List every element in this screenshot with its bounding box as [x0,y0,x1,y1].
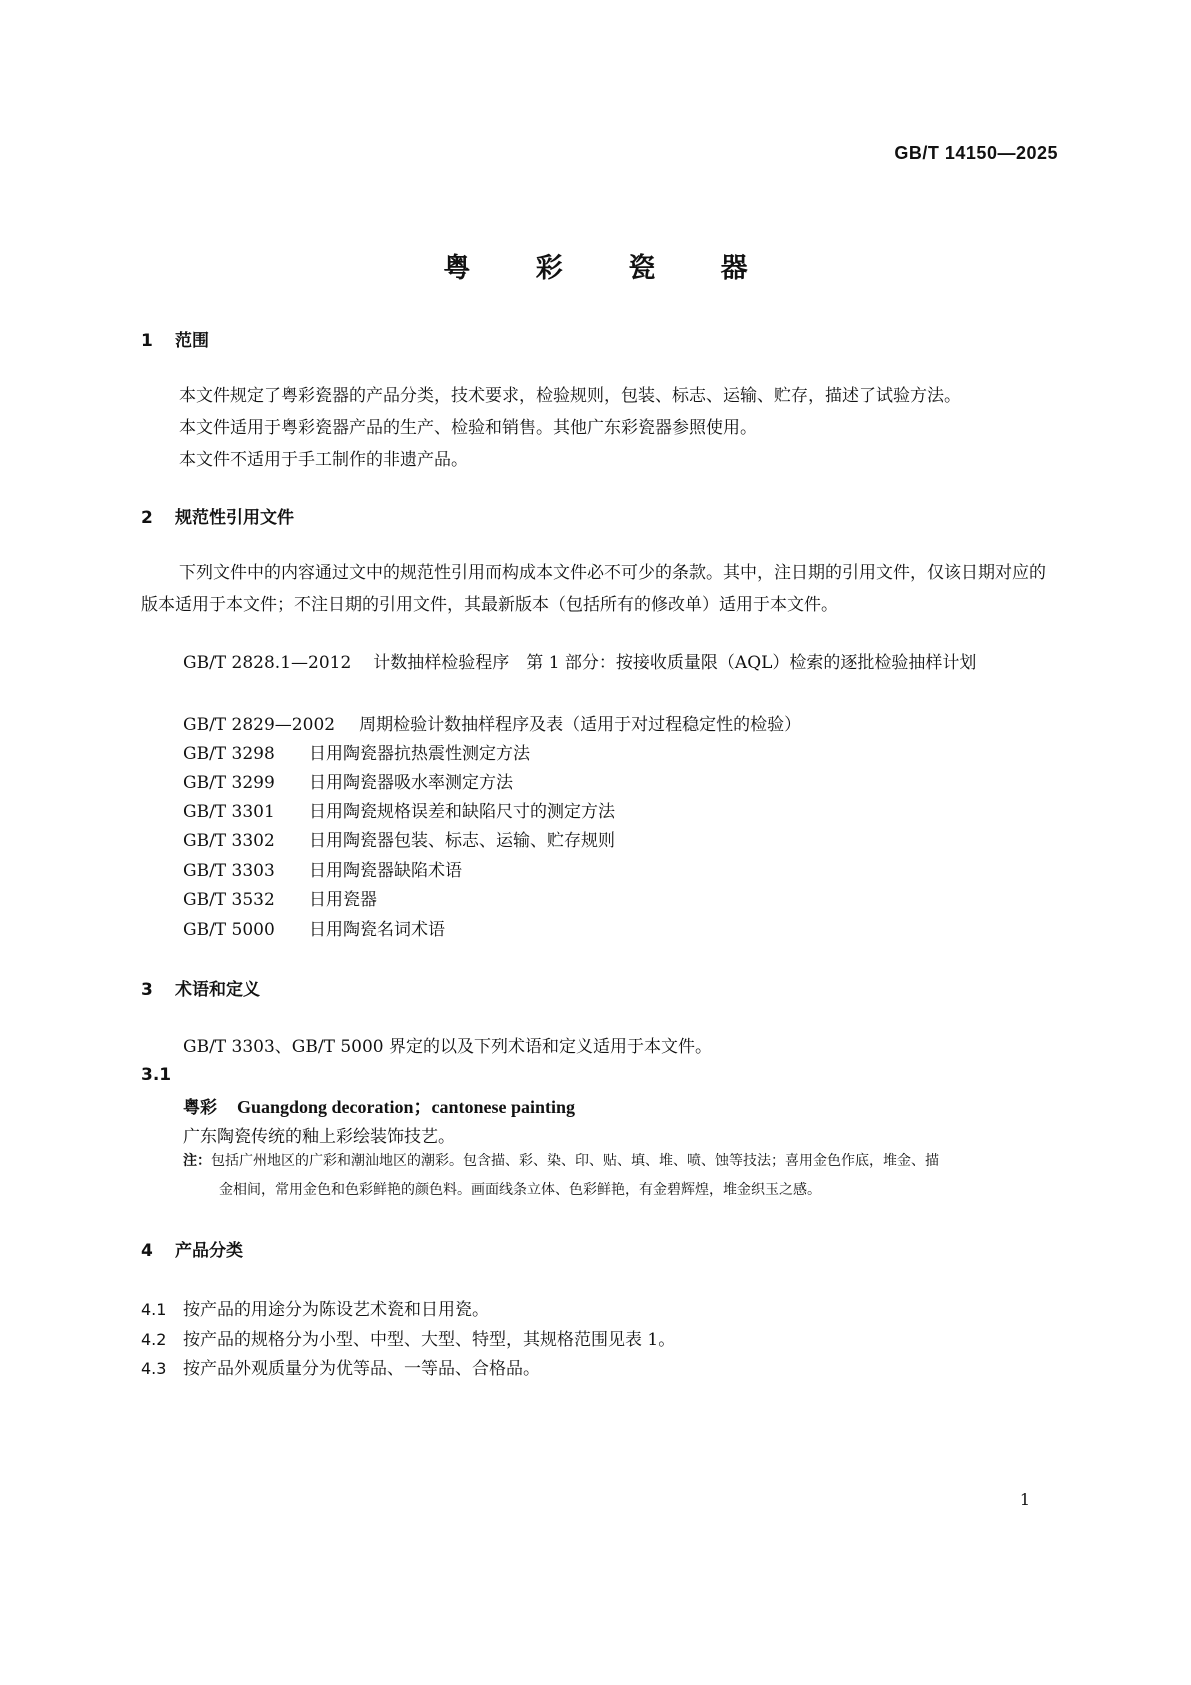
section-number: 4 [141,1241,153,1261]
term-english: Guangdong decoration；cantonese painting [237,1097,576,1117]
section-1-body [141,380,1058,476]
reference-title: 日用瓷器 [309,890,377,910]
section-title: 术语和定义 [175,980,260,1000]
section-4-heading [141,1236,243,1261]
reference-title: 日用陶瓷器包装、标志、运输、贮存规则 [309,831,615,851]
reference-title: 日用陶瓷规格误差和缺陷尺寸的测定方法 [309,802,615,822]
section-2-heading [141,503,294,528]
section-number: 3 [141,980,153,1000]
item-number: 4.1 [141,1300,167,1319]
list-item [141,1295,489,1320]
section-3-heading [141,975,260,1000]
reference-item [183,885,377,910]
reference-item [183,739,530,764]
reference-title: 日用陶瓷器吸水率测定方法 [309,773,513,793]
reference-item [183,856,462,881]
reference-title: 日用陶瓷器缺陷术语 [309,861,462,881]
section-title: 范围 [175,331,209,351]
reference-code: GB/T 3299 [183,773,275,793]
list-item [141,1325,675,1350]
page-number: 1 [1019,1490,1030,1509]
paragraph: 本文件不适用于手工制作的非遗产品。 [179,450,468,470]
reference-code: GB/T 2828.1—2012 [183,653,352,673]
section-title: 产品分类 [175,1241,243,1261]
item-text: 按产品的规格分为小型、中型、大型、特型，其规格范围见表 1。 [183,1330,676,1350]
reference-item [183,768,513,793]
reference-item [183,826,615,851]
paragraph: 本文件适用于粤彩瓷器产品的生产、检验和销售。其他广东彩瓷器参照使用。 [179,418,757,438]
clause-number: 3.1 [141,1065,172,1085]
reference-title: 日用陶瓷名词术语 [309,920,445,940]
note-text-line-2: 金相间，常用金色和色彩鲜艳的颜色料。画面线条立体、色彩鲜艳，有金碧辉煌，堆金织玉之感。 [219,1182,821,1198]
item-text: 按产品外观质量分为优等品、一等品、合格品。 [183,1359,540,1379]
item-text: 按产品的用途分为陈设艺术瓷和日用瓷。 [183,1300,489,1320]
item-number: 4.3 [141,1359,167,1378]
document-code: GB/T 14150—2025 [894,143,1058,163]
reference-code: GB/T 5000 [183,920,275,940]
section-number: 1 [141,331,153,351]
reference-title: 日用陶瓷器抗热震性测定方法 [309,744,530,764]
reference-code: GB/T 3532 [183,890,275,910]
section-3-intro: GB/T 3303、GB/T 5000 界定的以及下列术语和定义适用于本文件。 [183,1037,713,1057]
term-note [183,1147,1058,1205]
reference-title: 计数抽样检验程序 第 1 部分：按接收质量限（AQL）检索的逐批检验抽样计划 [373,653,977,673]
term-chinese: 粤彩 [183,1098,217,1118]
note-text-line-1: 包括广州地区的广彩和潮汕地区的潮彩。包含描、彩、染、印、贴、填、堆、喷、蚀等技法；喜用金色作底，堆金、描 [211,1153,939,1169]
item-number: 4.2 [141,1330,167,1349]
reference-item [183,797,615,822]
section-2-intro: 下列文件中的内容通过文中的规范性引用而构成本文件必不可少的条款。其中，注日期的引用文件，仅该日期对应的版本适用于本文件；不注日期的引用文件，其最新版本（包括所有的修改单）适用于本文件。 [141,563,1046,615]
reference-code: GB/T 3303 [183,861,275,881]
reference-code: GB/T 3298 [183,744,275,764]
reference-code: GB/T 2829—2002 [183,715,336,735]
document-title: 粤 彩 瓷 器 [443,253,776,284]
section-number: 2 [141,508,153,528]
section-title: 规范性引用文件 [175,508,294,528]
note-label: 注： [183,1153,211,1169]
term-entry [183,1093,575,1119]
reference-item [141,647,1058,679]
reference-code: GB/T 3302 [183,831,275,851]
reference-code: GB/T 3301 [183,802,275,822]
term-definition: 广东陶瓷传统的釉上彩绘装饰技艺。 [183,1127,455,1147]
list-item [141,1354,540,1379]
reference-title: 周期检验计数抽样程序及表（适用于对过程稳定性的检验） [359,715,802,735]
reference-item [183,710,801,735]
section-1-heading [141,326,209,351]
reference-item [183,915,445,940]
paragraph: 本文件规定了粤彩瓷器的产品分类，技术要求，检验规则，包装、标志、运输、贮存，描述了试验方法。 [179,386,961,406]
